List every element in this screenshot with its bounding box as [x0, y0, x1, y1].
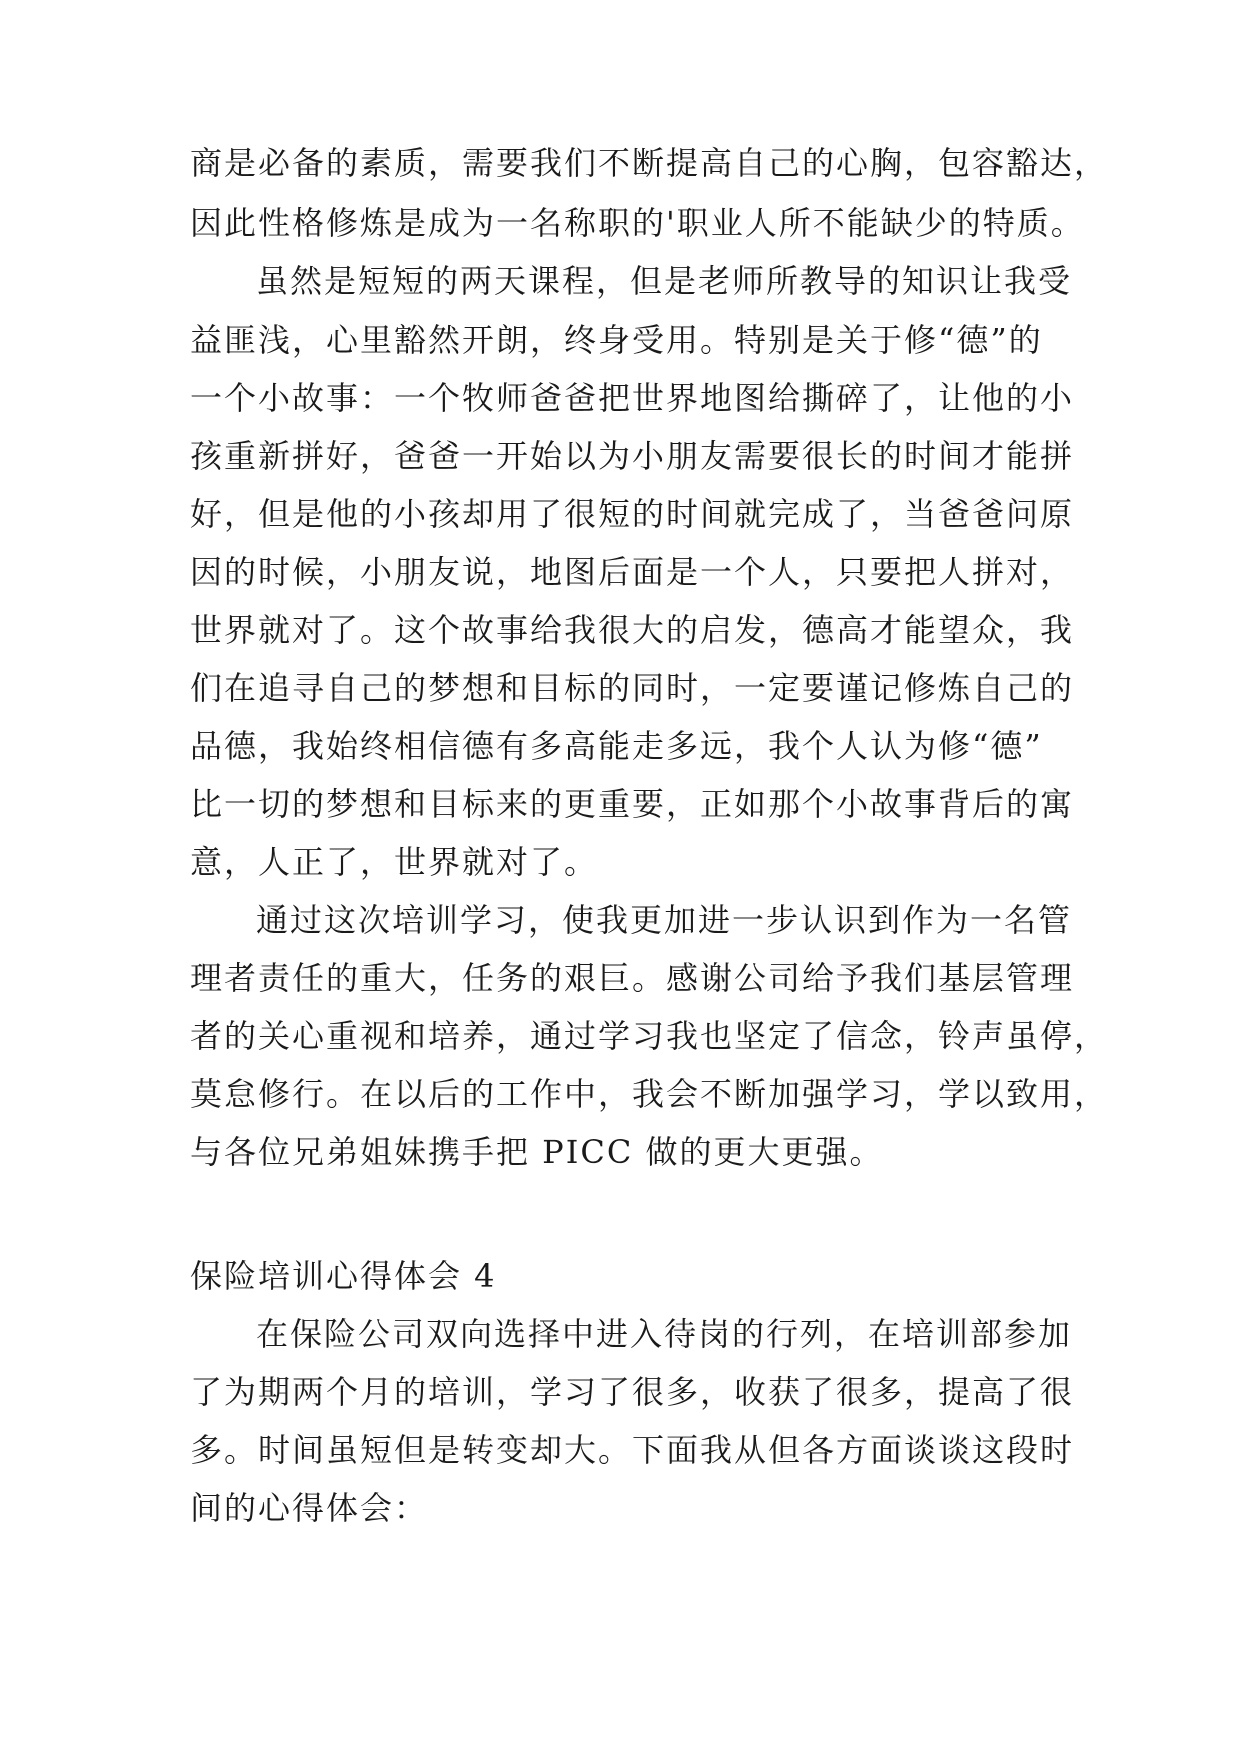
paragraph-line: 因的时候，小朋友说，地图后面是一个人，只要把人拼对，	[190, 553, 1075, 591]
paragraph-line: 品德，我始终相信德有多高能走多远，我个人认为修“德”	[190, 727, 1043, 765]
section-title: 保险培训心得体会 4	[190, 1257, 497, 1295]
paragraph-line: 们在追寻自己的梦想和目标的同时，一定要谨记修炼自己的	[190, 669, 1075, 707]
paragraph-line: 间的心得体会：	[190, 1489, 429, 1527]
paragraph-line: 在保险公司双向选择中进入待岗的行列，在培训部参加	[256, 1315, 1073, 1353]
paragraph-line: 意，人正了，世界就对了。	[190, 843, 599, 881]
paragraph-line: 多。时间虽短但是转变却大。下面我从但各方面谈谈这段时	[190, 1431, 1075, 1469]
paragraph-line: 虽然是短短的两天课程，但是老师所教导的知识让我受	[256, 262, 1073, 300]
paragraph-line: 莫怠修行。在以后的工作中，我会不断加强学习，学以致用，	[190, 1075, 1109, 1113]
paragraph-line: 世界就对了。这个故事给我很大的启发，德高才能望众，我	[190, 611, 1075, 649]
paragraph-line: 商是必备的素质，需要我们不断提高自己的心胸，包容豁达，	[190, 144, 1109, 182]
paragraph-line: 益匪浅，心里豁然开朗，终身受用。特别是关于修“德”的	[190, 321, 1043, 359]
paragraph-line: 了为期两个月的培训，学习了很多，收获了很多，提高了很	[190, 1373, 1075, 1411]
paragraph-line: 者的关心重视和培养，通过学习我也坚定了信念，铃声虽停，	[190, 1017, 1109, 1055]
paragraph-line: 理者责任的重大，任务的艰巨。感谢公司给予我们基层管理	[190, 959, 1075, 997]
paragraph-line: 比一切的梦想和目标来的更重要，正如那个小故事背后的寓	[190, 785, 1075, 823]
paragraph-line: 因此性格修炼是成为一名称职的'职业人所不能缺少的特质。	[190, 204, 1085, 242]
paragraph-line: 通过这次培训学习，使我更加进一步认识到作为一名管	[256, 901, 1073, 939]
paragraph-line: 与各位兄弟姐妹携手把 PICC 做的更大更强。	[190, 1133, 884, 1171]
paragraph-line: 一个小故事：一个牧师爸爸把世界地图给撕碎了，让他的小	[190, 379, 1075, 417]
paragraph-line: 孩重新拼好，爸爸一开始以为小朋友需要很长的时间才能拼	[190, 437, 1075, 475]
paragraph-line: 好，但是他的小孩却用了很短的时间就完成了，当爸爸问原	[190, 495, 1075, 533]
